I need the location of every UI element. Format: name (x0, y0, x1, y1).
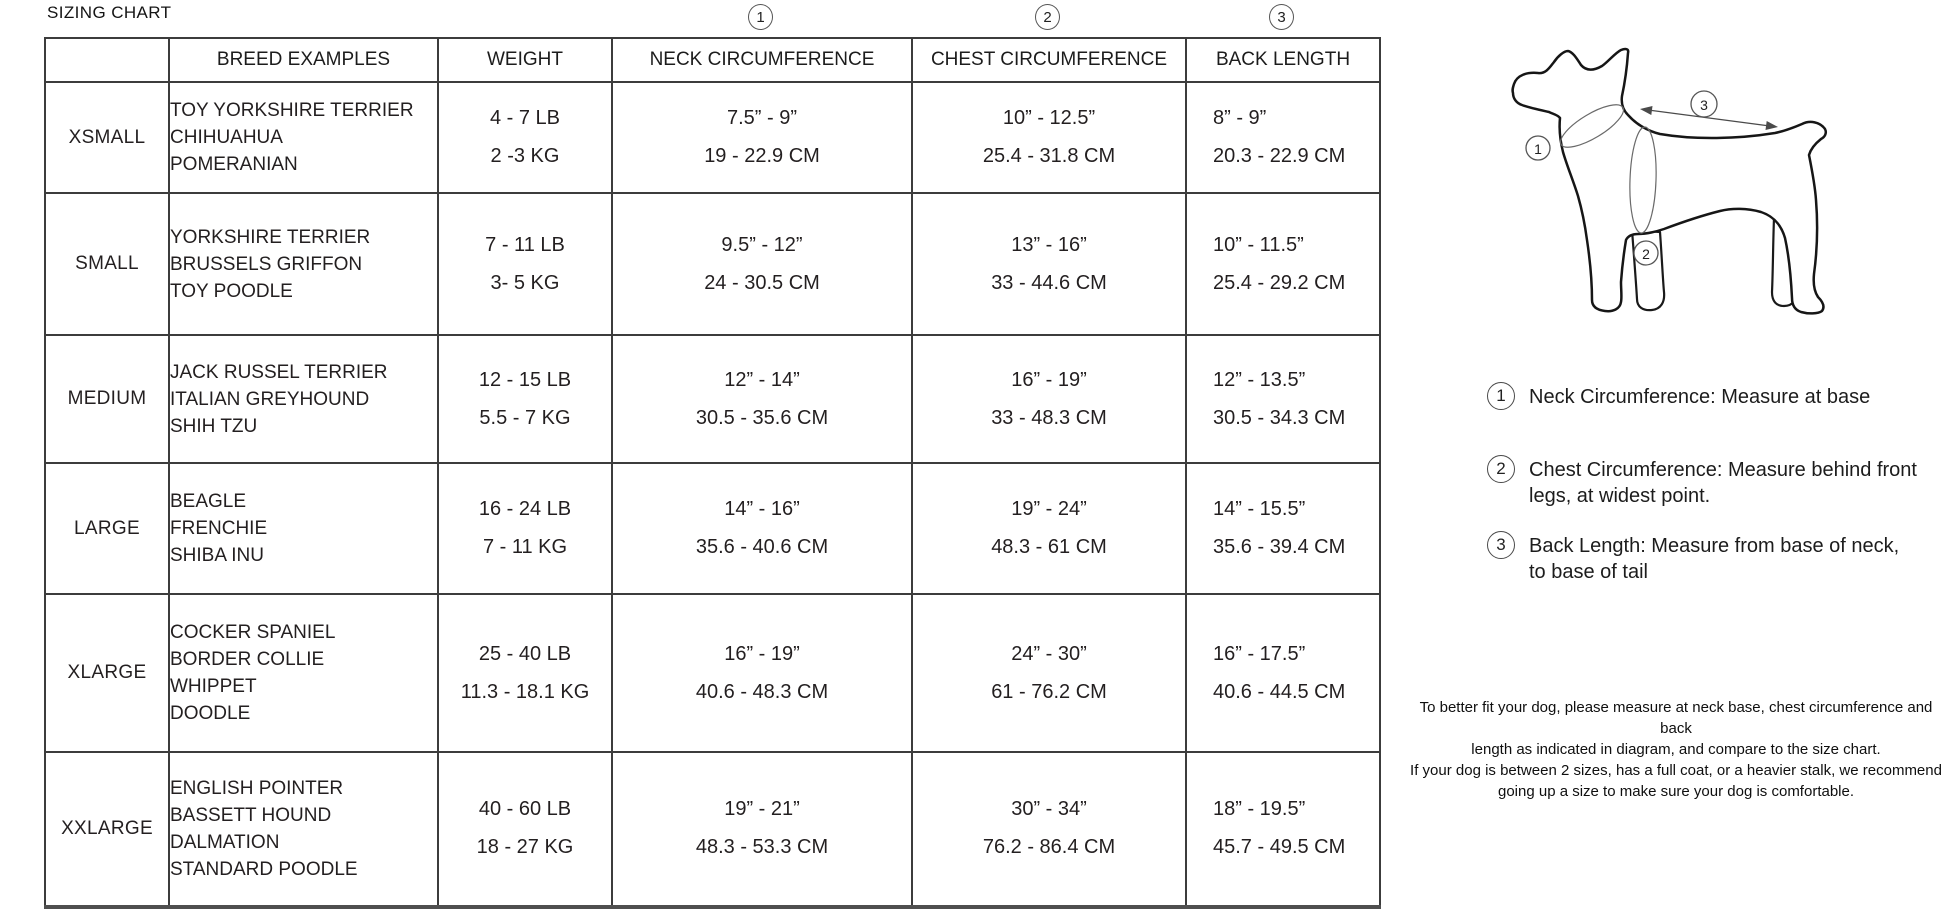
back-inches: 10” - 11.5” (1213, 233, 1304, 256)
chest-cell (912, 335, 1186, 463)
table-row-large (45, 463, 1380, 594)
weight-cell (438, 594, 612, 752)
table-row-xlarge (45, 594, 1380, 752)
neck-inches: 14” - 16” (724, 498, 800, 520)
chest-cm: 61 - 76.2 CM (991, 680, 1107, 703)
breed-line: STANDARD POODLE (170, 858, 358, 880)
chest-inches: 19” - 24” (1011, 498, 1087, 520)
chest-inches: 10” - 12.5” (1002, 107, 1096, 129)
weight-kg: 5.5 - 7 KG (479, 406, 571, 429)
arrow-head-left (1640, 106, 1653, 115)
weight-kg: 3- 5 KG (490, 271, 560, 294)
weight-kg: 2 -3 KG (490, 145, 560, 167)
breed-line: BEAGLE (170, 491, 247, 512)
legend-item-chest (1487, 457, 1917, 509)
legend-text-line: Back Length: Measure from base of neck, (1529, 535, 1900, 557)
weight-kg: 7 - 11 KG (482, 536, 568, 558)
breed-line: FRENCHIE (170, 518, 268, 539)
table-header-row (45, 38, 1380, 82)
back-inches: 16” - 17.5” (1213, 642, 1306, 665)
legend-text-line: Chest Circumference: Measure behind front (1529, 459, 1917, 481)
weight-lb: 12 - 15 LB (478, 368, 572, 391)
legend-text-line: legs, at widest point. (1529, 485, 1711, 507)
breed-line: ENGLISH POINTER (170, 777, 344, 799)
chest-cell (912, 752, 1186, 907)
chest-cell (912, 82, 1186, 193)
chest-cell (912, 463, 1186, 594)
weight-lb: 25 - 40 LB (478, 642, 572, 665)
diagram-marker-back: 3 (1700, 97, 1708, 113)
legend-text-line: to base of tail (1529, 561, 1648, 583)
chest-cm: 48.3 - 61 CM (991, 536, 1107, 558)
back-cm: 20.3 - 22.9 CM (1213, 145, 1346, 167)
weight-lb: 4 - 7 LB (489, 107, 561, 129)
size-label: XLARGE (45, 594, 169, 752)
neck-cm: 19 - 22.9 CM (704, 145, 820, 167)
chest-inches: 16” - 19” (1011, 368, 1087, 391)
breed-line: DOODLE (170, 703, 251, 724)
back-cell (1186, 463, 1380, 594)
neck-inches: 19” - 21” (724, 798, 800, 821)
back-cm: 40.6 - 44.5 CM (1213, 680, 1346, 703)
back-inches: 18” - 19.5” (1213, 798, 1306, 821)
neck-cell (612, 335, 912, 463)
legend-item-back (1487, 533, 1899, 585)
weight-lb: 40 - 60 LB (478, 798, 572, 821)
weight-cell (438, 82, 612, 193)
breed-examples-cell (169, 335, 438, 463)
size-label: XXLARGE (45, 752, 169, 907)
size-label: MEDIUM (45, 335, 169, 463)
breed-line: JACK RUSSEL TERRIER (170, 361, 388, 383)
weight-kg: 11.3 - 18.1 KG (460, 680, 590, 703)
note-line: going up a size to make sure your dog is comfortable. (1497, 783, 1855, 800)
chest-cm: 33 - 44.6 CM (991, 271, 1107, 294)
legend-number-circle: 3 (1487, 531, 1515, 559)
column-marker-chest: 2 (1035, 4, 1060, 30)
neck-cell (612, 594, 912, 752)
neck-cm: 48.3 - 53.3 CM (695, 836, 829, 859)
weight-cell (438, 335, 612, 463)
legend-text-line: Neck Circumference: Measure at base (1529, 386, 1871, 408)
breed-line: ITALIAN GREYHOUND (170, 388, 370, 410)
chest-inches: 24” - 30” (1011, 642, 1087, 665)
back-cell (1186, 82, 1380, 193)
sizing-table (44, 37, 1381, 909)
chest-cell (912, 594, 1186, 752)
back-cell (1186, 752, 1380, 907)
size-label: SMALL (45, 193, 169, 335)
header-weight: WEIGHT (438, 38, 612, 82)
back-cm: 25.4 - 29.2 CM (1213, 271, 1346, 294)
note-line: If your dog is between 2 sizes, has a full coat, or a heavier stalk, we recommend (1410, 762, 1942, 779)
breed-line: SHIBA INU (170, 545, 264, 566)
back-inches: 14” - 15.5” (1213, 498, 1306, 520)
neck-inches: 12” - 14” (724, 368, 800, 391)
neck-cm: 35.6 - 40.6 CM (695, 536, 829, 558)
legend-number-circle: 1 (1487, 382, 1515, 410)
legend-number-circle: 2 (1487, 455, 1515, 483)
back-inches: 8” - 9” (1213, 107, 1267, 129)
neck-cell (612, 193, 912, 335)
note-line: length as indicated in diagram, and compare to the size chart. (1471, 741, 1881, 758)
page-title: SIZING CHART (47, 3, 172, 22)
column-marker-neck: 1 (748, 4, 773, 30)
header-back-length: BACK LENGTH (1186, 38, 1380, 82)
weight-kg: 18 - 27 KG (476, 836, 574, 859)
diagram-marker-chest: 2 (1642, 246, 1650, 262)
neck-cm: 30.5 - 35.6 CM (695, 406, 829, 429)
breed-line: TOY POODLE (170, 280, 293, 302)
table-row-xsmall (45, 82, 1380, 193)
header-breed-examples: BREED EXAMPLES (169, 38, 438, 82)
column-marker-back: 3 (1269, 4, 1294, 30)
back-cell (1186, 335, 1380, 463)
table-row-medium (45, 335, 1380, 463)
chest-cm: 76.2 - 86.4 CM (982, 836, 1116, 859)
fit-note (1408, 697, 1944, 760)
breed-line: CHIHUAHUA (170, 127, 283, 148)
neck-cm: 24 - 30.5 CM (704, 271, 820, 294)
between-sizes-note (1408, 760, 1944, 802)
weight-cell (438, 193, 612, 335)
neck-cell (612, 463, 912, 594)
back-cm: 35.6 - 39.4 CM (1213, 536, 1346, 558)
breed-examples-cell (169, 193, 438, 335)
header-chest-circumference: CHEST CIRCUMFERENCE (912, 38, 1186, 82)
legend-item-neck (1487, 384, 1870, 410)
weight-lb: 7 - 11 LB (485, 233, 565, 256)
arrow-head-right (1766, 121, 1779, 130)
breed-line: BASSETT HOUND (170, 804, 332, 826)
breed-line: BRUSSELS GRIFFON (170, 253, 363, 275)
neck-inches: 7.5” - 9” (726, 107, 798, 129)
breed-line: BORDER COLLIE (170, 649, 325, 670)
breed-line: POMERANIAN (170, 154, 298, 175)
diagram-marker-neck: 1 (1534, 141, 1542, 157)
back-cell (1186, 193, 1380, 335)
weight-lb: 16 - 24 LB (478, 498, 572, 520)
dog-measurement-diagram-icon (1480, 20, 1946, 340)
neck-cell (612, 82, 912, 193)
chest-inches: 30” - 34” (1011, 798, 1087, 821)
neck-cell (612, 752, 912, 907)
back-inches: 12” - 13.5” (1213, 368, 1306, 391)
breed-line: COCKER SPANIEL (170, 622, 336, 643)
breed-examples-cell (169, 82, 438, 193)
size-label: XSMALL (45, 82, 169, 193)
breed-examples-cell (169, 463, 438, 594)
neck-inches: 9.5” - 12” (721, 233, 803, 256)
back-cell (1186, 594, 1380, 752)
breed-line: TOY YORKSHIRE TERRIER (170, 100, 414, 121)
breed-line: DALMATION (170, 831, 280, 853)
back-cm: 45.7 - 49.5 CM (1213, 836, 1346, 859)
note-line: To better fit your dog, please measure at neck base, chest circumference and back (1419, 699, 1933, 737)
chest-inches: 13” - 16” (1011, 233, 1087, 256)
table-row-xxlarge (45, 752, 1380, 907)
size-label: LARGE (45, 463, 169, 594)
header-neck-circumference: NECK CIRCUMFERENCE (612, 38, 912, 82)
breed-examples-cell (169, 594, 438, 752)
breed-line: WHIPPET (170, 676, 257, 697)
breed-line: YORKSHIRE TERRIER (170, 226, 371, 248)
chest-cell (912, 193, 1186, 335)
back-cm: 30.5 - 34.3 CM (1213, 406, 1346, 429)
neck-cm: 40.6 - 48.3 CM (695, 680, 829, 703)
chest-cm: 33 - 48.3 CM (991, 406, 1107, 429)
breed-examples-cell (169, 752, 438, 907)
weight-cell (438, 463, 612, 594)
neck-inches: 16” - 19” (724, 642, 800, 665)
breed-line: SHIH TZU (170, 415, 258, 437)
chest-cm: 25.4 - 31.8 CM (982, 145, 1116, 167)
header-size (45, 38, 169, 82)
weight-cell (438, 752, 612, 907)
table-row-small (45, 193, 1380, 335)
